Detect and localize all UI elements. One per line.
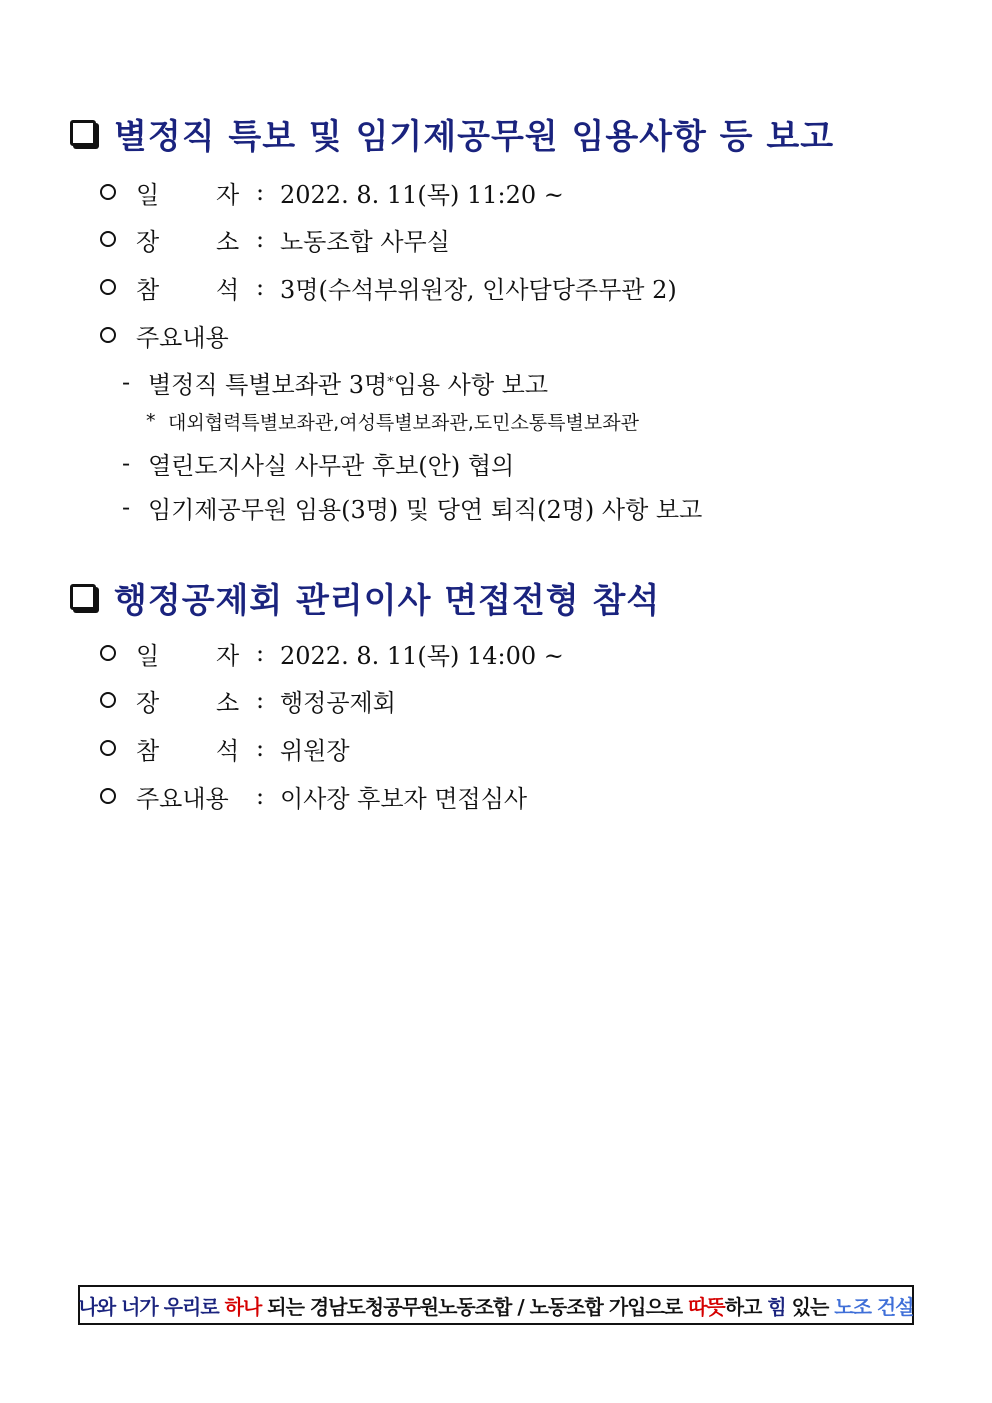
item-value: 위원장 xyxy=(280,736,350,765)
subitem: - 별정직 특별보좌관 3명 * 임용 사항 보고 xyxy=(122,368,549,399)
item-attendees xyxy=(100,270,677,304)
circle-bullet-icon xyxy=(100,645,116,661)
colon: : xyxy=(256,639,265,667)
circle-bullet-icon xyxy=(100,788,116,804)
subitem: - 열린도지사실 사무관 후보(안) 협의 xyxy=(122,449,515,480)
colon: : xyxy=(256,686,265,714)
item-label: 참 석 xyxy=(136,736,240,765)
footnote: * 대외협력특별보좌관,여성특별보좌관,도민소통특별보좌관 xyxy=(146,410,639,434)
item-label: 참 석 xyxy=(136,275,240,304)
circle-bullet-icon xyxy=(100,231,116,247)
item-attendees xyxy=(100,731,350,765)
item-value: 2022. 8. 11(목) 14:00 ~ xyxy=(280,641,564,670)
slogan-part: 노조 건설 xyxy=(834,1294,914,1319)
item-value: 노동조합 사무실 xyxy=(280,227,450,256)
slogan-part: 하고 xyxy=(724,1294,768,1319)
circle-bullet-icon xyxy=(100,740,116,756)
slogan-part: 되는 경남도청공무원노동조합 / 노동조합 가입으로 xyxy=(261,1294,689,1319)
section-1-title: 별정직 특보 및 임기제공무원 임용사항 등 보고 xyxy=(114,116,835,157)
item-place xyxy=(100,683,396,717)
item-label: 장 소 xyxy=(136,688,240,717)
slogan-part: 따뜻 xyxy=(688,1294,725,1319)
item-value: 3명(수석부위원장, 인사담당주무관 2) xyxy=(280,275,677,304)
item-value: 행정공제회 xyxy=(280,688,396,717)
circle-bullet-icon xyxy=(100,692,116,708)
colon: : xyxy=(256,782,265,810)
item-place xyxy=(100,222,450,256)
item-date xyxy=(100,175,564,209)
item-label: 일 자 xyxy=(136,641,240,670)
item-label: 주요내용 xyxy=(136,323,229,352)
item-label: 일 자 xyxy=(136,180,240,209)
section-1-heading xyxy=(70,108,834,158)
slogan-part: 힘 xyxy=(767,1294,786,1319)
colon: : xyxy=(256,225,265,253)
slogan-part: 있는 xyxy=(785,1294,835,1319)
section-2-heading xyxy=(70,572,660,622)
subitem: - 임기제공무원 임용(3명) 및 당연 퇴직(2명) 사항 보고 xyxy=(122,493,703,524)
colon: : xyxy=(256,734,265,762)
item-label: 장 소 xyxy=(136,227,240,256)
circle-bullet-icon xyxy=(100,279,116,295)
footer-slogan xyxy=(78,1285,914,1325)
slogan-part: 하나 xyxy=(224,1294,262,1319)
circle-bullet-icon xyxy=(100,327,116,343)
circle-bullet-icon xyxy=(100,184,116,200)
item-contents xyxy=(100,779,527,813)
colon: : xyxy=(256,273,265,301)
item-label: 주요내용 xyxy=(136,784,229,813)
item-value: 이사장 후보자 면접심사 xyxy=(280,784,528,813)
checkbox-square-icon xyxy=(70,584,96,610)
slogan-part: 나와 너가 우리로 xyxy=(78,1294,225,1319)
section-2-title: 행정공제회 관리이사 면접전형 참석 xyxy=(114,580,661,621)
item-date xyxy=(100,636,564,670)
colon: : xyxy=(256,178,265,206)
checkbox-square-icon xyxy=(70,120,96,146)
item-contents xyxy=(100,318,229,352)
item-value: 2022. 8. 11(목) 11:20 ~ xyxy=(280,180,564,209)
